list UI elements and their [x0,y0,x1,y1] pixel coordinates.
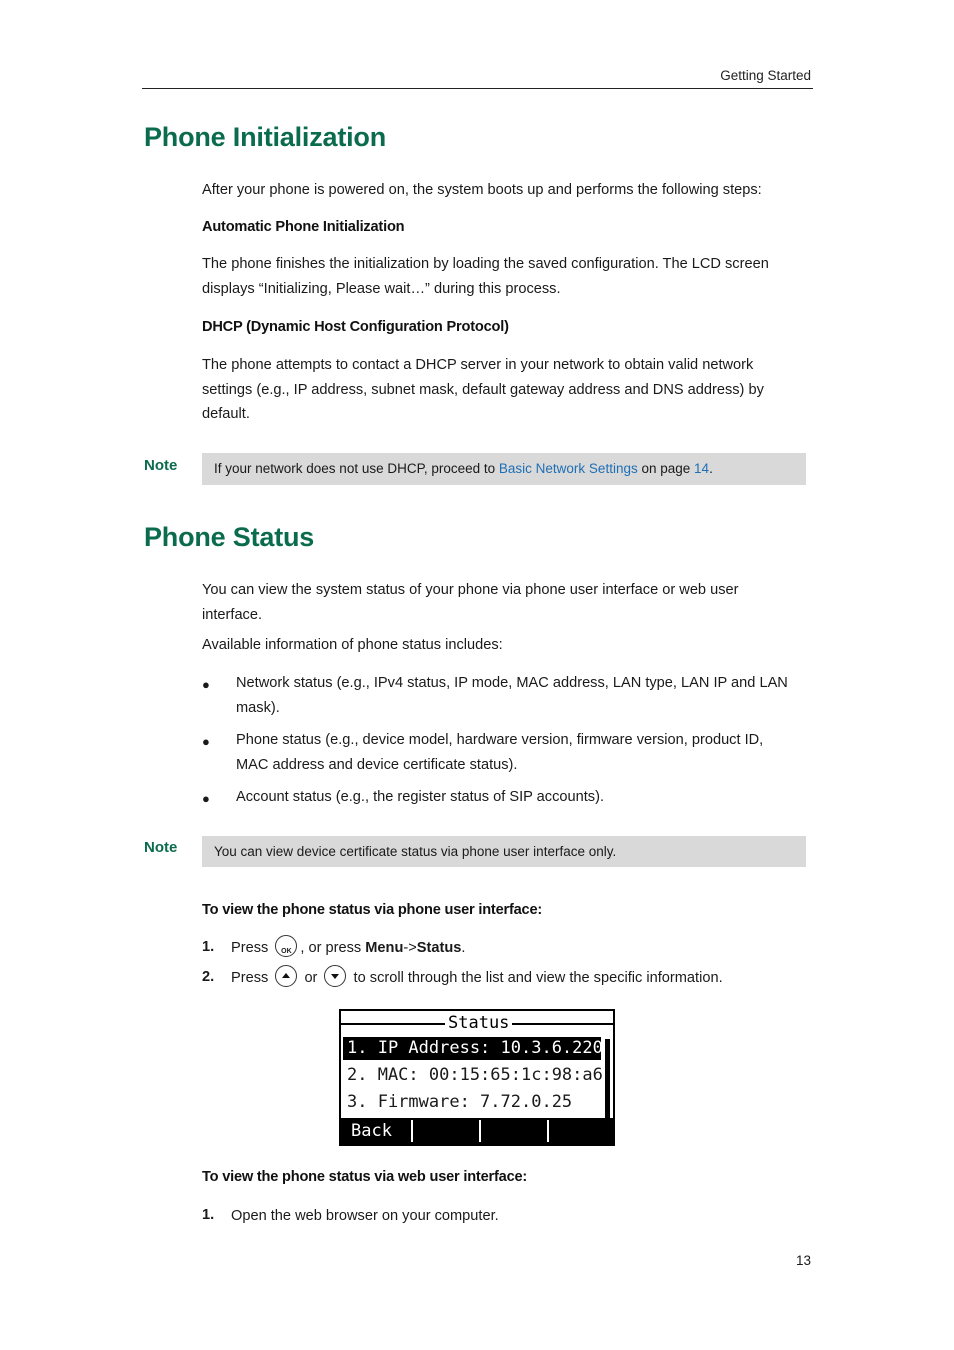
note-label: Note [144,839,178,856]
lcd-softkey-back: Back [351,1121,392,1141]
lcd-softkey-separator [547,1120,549,1142]
bullet-line: Account status (e.g., the register status of SIP accounts). [236,789,605,805]
down-arrow-key-icon [324,965,346,987]
up-arrow-key-icon [275,965,297,987]
bullet-dot: ● [202,791,210,806]
dhcp-line-1: The phone attempts to contact a DHCP server in your network to obtain valid network [202,357,754,373]
bullet-phone-status [236,728,816,777]
subheading-dhcp: DHCP (Dynamic Host Configuration Protocol) [202,319,509,335]
bullet-line: Network status (e.g., IPv4 status, IP mode, MAC address, LAN type, LAN IP and LAN [236,675,788,691]
note-text-pre: If your network does not use DHCP, proceed to [214,461,499,476]
note-text-post: . [709,461,713,476]
section-title-phone-status: Phone Status [144,522,315,552]
lcd-row-firmware: 3. Firmware: 7.72.0.25 [347,1092,573,1112]
auto-init-line-1: The phone finishes the initialization by loading the saved configuration. The LCD screen [202,256,769,272]
step-2-rest: to scroll through the list and view the specific information. [353,970,723,986]
lcd-softkey-separator [479,1120,481,1142]
ok-key-label: OK [281,948,292,956]
lcd-row-ip-address: 1. IP Address: 10.3.6.220 [343,1037,601,1060]
subheading-automatic-init: Automatic Phone Initialization [202,219,405,235]
lcd-softkey-bar [341,1118,613,1144]
dhcp-line-3: default. [202,406,250,422]
note-box-certificate: You can view device certificate status via phone user interface only. [202,836,806,867]
step-2-text [231,966,723,990]
note-text-mid: on page [637,461,695,476]
basic-network-settings-link[interactable]: Basic Network Settings [498,461,638,476]
step-number: 2. [202,969,215,985]
page-number: 13 [795,1253,811,1268]
bullet-dot: ● [202,677,210,692]
lcd-status-screen [339,1009,615,1146]
bullet-line: MAC address and device certificate status). [236,756,518,773]
available-info-paragraph: Available information of phone status includes: [202,637,503,653]
menu-label: Menu [365,940,404,956]
status-intro-line-2: interface. [202,606,263,623]
web-step-1-text: Open the web browser on your computer. [231,1208,499,1224]
press-text: Press [231,940,269,956]
bullet-line: Phone status (e.g., device model, hardware version, firmware version, product ID, [236,732,764,748]
bullet-line: mask). [236,699,280,716]
dhcp-paragraph [202,353,814,427]
step-1-end: . [461,940,466,956]
auto-init-line-2: displays “Initializing, Please wait…” during this process. [202,280,561,297]
status-intro-line-1: You can view the system status of your phone via phone user interface or web user [202,582,739,598]
step-number: 1. [202,939,215,955]
bullet-network-status [236,671,816,720]
status-label: Status [416,940,462,956]
press-text: Press [231,970,269,986]
bullet-dot: ● [202,734,210,749]
auto-init-paragraph [202,252,814,301]
menu-arrow: -> [403,940,417,956]
lcd-softkey-separator [411,1120,413,1142]
ok-key-icon [275,935,297,957]
intro-paragraph: After your phone is powered on, the system boots up and performs the following steps: [202,182,762,198]
dhcp-line-2: settings (e.g., IP address, subnet mask, default gateway address and DNS address) by [202,381,764,398]
step-1-mid-text: , or press [300,940,366,956]
lcd-scrollbar [605,1039,610,1119]
note-label: Note [144,457,178,474]
step-number: 1. [202,1207,215,1223]
header-rule [142,88,813,89]
procedure-title-web-ui: To view the phone status via web user interface: [202,1169,528,1185]
lcd-title: Status [445,1013,512,1033]
page-14-link[interactable]: 14 [694,461,710,476]
step-1-text [231,936,465,960]
running-header: Getting Started [720,68,811,83]
section-title-phone-initialization: Phone Initialization [144,122,387,152]
lcd-row-mac: 2. MAC: 00:15:65:1c:98:a6 [347,1065,603,1085]
note-box-dhcp [202,453,806,485]
status-intro-paragraph [202,578,814,627]
or-text: or [304,970,318,986]
bullet-account-status [236,785,816,810]
procedure-title-phone-ui: To view the phone status via phone user interface: [202,902,543,918]
